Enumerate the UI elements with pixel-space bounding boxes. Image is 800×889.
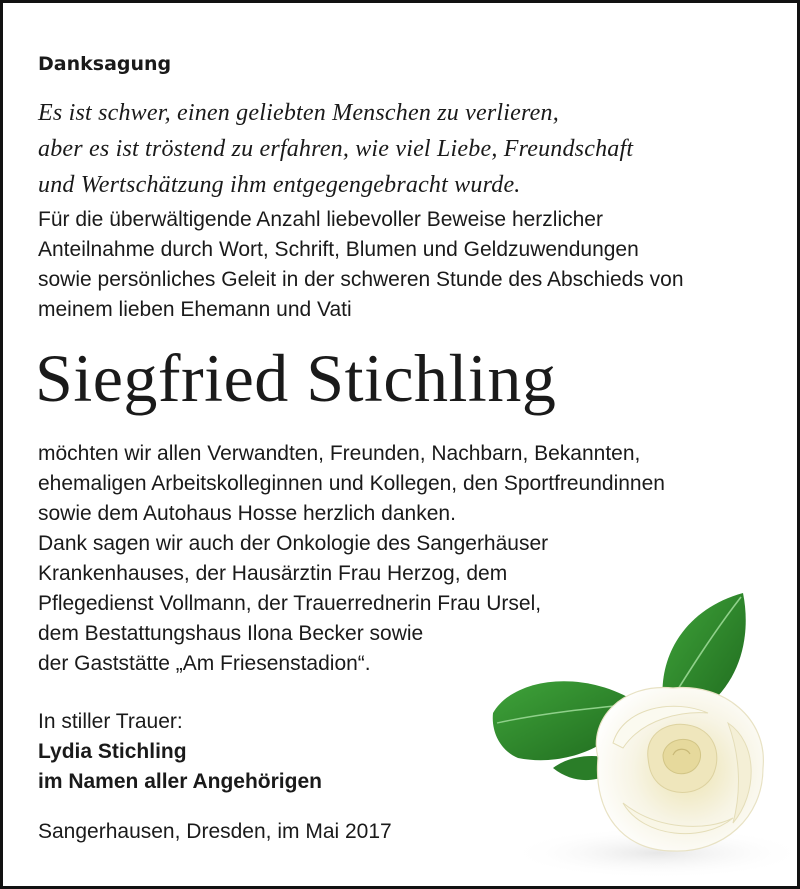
signer-name: Lydia Stichling — [38, 740, 187, 763]
heading: Danksagung — [38, 53, 172, 75]
quote-block — [38, 95, 633, 203]
intro-line: Für die überwältigende Anzahl liebevoller Beweise herzlicher — [38, 208, 603, 231]
intro-line: Anteilnahme durch Wort, Schrift, Blumen und Geldzuwendungen — [38, 238, 639, 261]
thanks-line: Pflegedienst Vollmann, der Trauerrednerin Frau Ursel, — [38, 592, 542, 615]
signer-note: im Namen aller Angehörigen — [38, 770, 322, 793]
intro-line: sowie persönliches Geleit in der schweren Stunde des Abschieds von — [38, 268, 684, 291]
thanks-line: der Gaststätte „Am Friesenstadion“. — [38, 652, 371, 675]
thanks-line: dem Bestattungshaus Ilona Becker sowie — [38, 622, 424, 645]
thanks-line: Dank sagen wir auch der Onkologie des Sangerhäuser — [38, 532, 549, 555]
thanks-line: Krankenhauses, der Hausärztin Frau Herzog, dem — [38, 562, 508, 585]
intro-paragraph — [38, 205, 684, 325]
white-rose-icon — [473, 583, 793, 883]
quote-line: Es ist schwer, einen geliebten Menschen zu verlieren, — [38, 100, 559, 126]
place-date: Sangerhausen, Dresden, im Mai 2017 — [38, 820, 392, 843]
mourning-label: In stiller Trauer: — [38, 710, 183, 733]
thanks-line: möchten wir allen Verwandten, Freunden, Nachbarn, Bekannten, — [38, 442, 641, 465]
deceased-name: Siegfried Stichling — [35, 340, 557, 416]
quote-line: aber es ist tröstend zu erfahren, wie viel Liebe, Freundschaft — [38, 136, 634, 162]
thanks-line: ehemaligen Arbeitskolleginnen und Kollegen, den Sportfreundinnen — [38, 472, 665, 495]
intro-line: meinem lieben Ehemann und Vati — [38, 298, 352, 321]
thanks-line: sowie dem Autohaus Hosse herzlich danken. — [38, 502, 456, 525]
signature-block — [38, 707, 322, 797]
quote-line: und Wertschätzung ihm entgegengebracht wurde. — [38, 172, 521, 198]
